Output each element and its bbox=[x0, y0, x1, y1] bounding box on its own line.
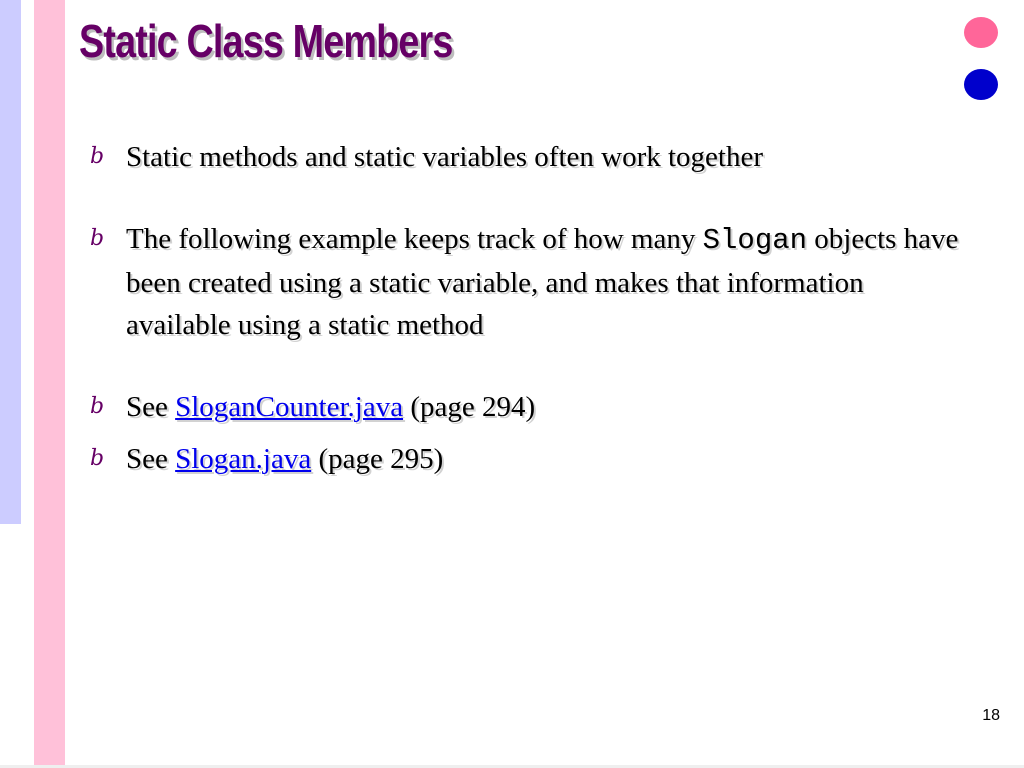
bullet-marker-icon: b bbox=[90, 144, 105, 169]
bullet-list bbox=[90, 136, 970, 480]
bullet-text: Static methods and static variables often work together bbox=[126, 141, 764, 173]
bullet-text-continued: (page 294) bbox=[403, 391, 536, 423]
left-accent-bar-pink bbox=[34, 0, 65, 768]
bullet-text-continued: (page 295) bbox=[311, 443, 444, 475]
bullet-text: The following example keeps track of how many bbox=[126, 223, 703, 255]
left-accent-bar-lavender bbox=[0, 0, 21, 524]
bullet-item bbox=[90, 136, 970, 178]
bullet-text-continued: objects have been created using a static variable, and makes that information available using a static method bbox=[126, 223, 959, 341]
pink-dot-decoration bbox=[964, 17, 998, 48]
bullet-marker-icon: b bbox=[90, 226, 105, 251]
bullet-text: See bbox=[126, 391, 176, 423]
bullet-item bbox=[90, 218, 970, 346]
sloganCounter-link[interactable]: SloganCounter.java bbox=[175, 391, 404, 423]
bullet-marker-icon: b bbox=[90, 446, 105, 471]
slogan-link[interactable]: Slogan.java bbox=[175, 443, 312, 475]
bullet-text: See bbox=[126, 443, 176, 475]
blue-dot-decoration bbox=[964, 69, 998, 100]
page-number: 18 bbox=[982, 707, 1000, 724]
bullet-item bbox=[90, 438, 970, 480]
code-term: Slogan bbox=[702, 224, 808, 257]
slide-title: Static Class Members bbox=[79, 15, 453, 67]
bullet-item bbox=[90, 386, 970, 428]
bullet-marker-icon: b bbox=[90, 394, 105, 419]
